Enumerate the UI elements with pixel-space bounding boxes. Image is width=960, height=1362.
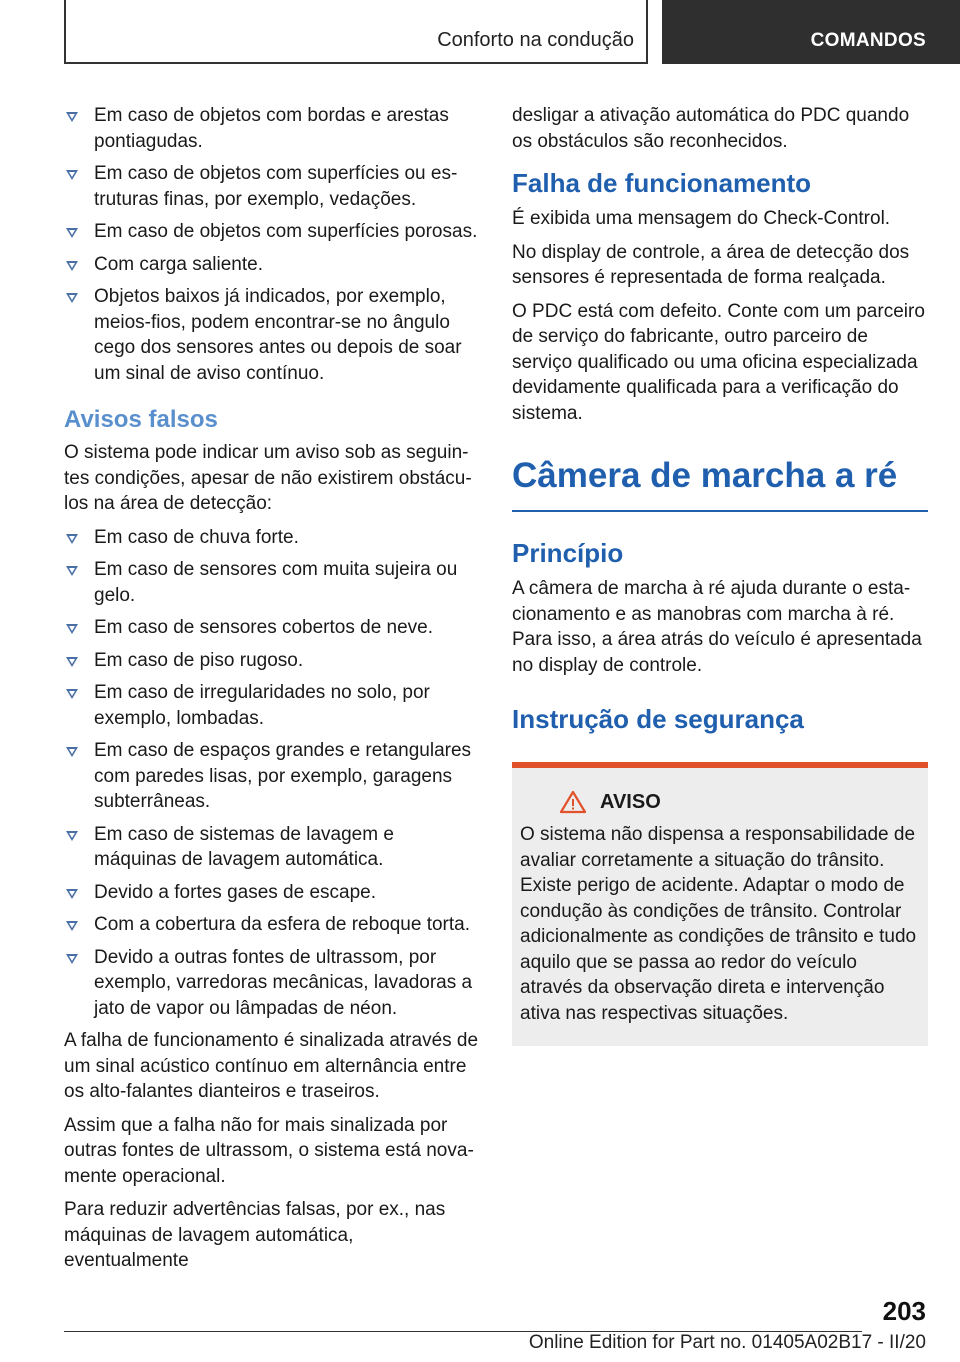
malfunction-paragraph-3: O PDC está com defeito. Conte com um parceiro de serviço do fabricante, outro parceiro de serviço qualificado ou uma oficina especializada devidamente qualificada para a verificação do sistema. xyxy=(512,300,925,424)
list-item: Objetos baixos já indicados, por exemplo, meios-fios, podem encontrar-se no ângulo cego dos sensores antes ou depois de soar um sinal de aviso contínuo. xyxy=(64,284,480,386)
triangle-bullet-icon xyxy=(66,228,78,238)
heading-safety-instruction: Instrução de segurança xyxy=(512,704,804,734)
malfunction-paragraph-2: No display de controle, a área de detecção dos sensores é representada de forma realçada. xyxy=(512,241,910,288)
list-item: Em caso de piso rugoso. xyxy=(64,648,480,674)
list-item: Em caso de chuva forte. xyxy=(64,525,480,551)
paragraph-reduce-false-warnings: Para reduzir advertências falsas, por ex., nas máquinas de lavagem automática, eventualmente xyxy=(64,1199,446,1271)
chapter-title: Câmera de marcha a ré xyxy=(512,454,928,512)
list-item: Em caso de espaços grandes e retangulares com paredes lisas, por exemplo, garagens subterrâneas. xyxy=(64,738,480,815)
warning-title-row xyxy=(560,790,920,814)
warning-text: O sistema não dispensa a responsabilidade de avaliar corretamente a situação do trânsito. Existe perigo de acidente. Adaptar o modo de condução às condições de trânsito. Controlar adicionalmente as condições de trânsito e tudo aquilo que se passa ao redor do veículo através da observação direta e intervenção ativa nas respectivas situações. xyxy=(520,824,917,1024)
triangle-bullet-icon xyxy=(66,624,78,634)
chapter-tab-label: COMANDOS xyxy=(810,30,926,51)
triangle-bullet-icon xyxy=(66,657,78,667)
heading-malfunction: Falha de funcionamento xyxy=(512,168,812,198)
warning-title: AVISO xyxy=(600,790,661,813)
list-item: Em caso de sensores cobertos de neve. xyxy=(64,615,480,641)
running-header xyxy=(64,0,648,64)
principle-paragraph: A câmera de marcha à ré ajuda durante o estacionamento e as manobras com marcha à ré. Para isso, a área atrás do veículo é apresentada no display de controle. xyxy=(512,578,922,676)
triangle-bullet-icon xyxy=(66,954,78,964)
list-item: Em caso de objetos com bordas e arestas pontiagudas. xyxy=(64,103,480,154)
heading-principle: Princípio xyxy=(512,538,624,568)
heading-false-warnings: Avisos falsos xyxy=(64,406,218,433)
list-item: Em caso de irregularidades no solo, por exemplo, lombadas. xyxy=(64,680,480,731)
page-number: 203 xyxy=(882,1296,926,1326)
paragraph-operational-again: Assim que a falha não for mais sinalizada por outras fontes de ultrassom, o sistema está novamente operacional. xyxy=(64,1114,474,1187)
warning-triangle-icon xyxy=(560,790,586,814)
limitations-list xyxy=(64,103,480,386)
list-item: Em caso de sistemas de lavagem e máquinas de lavagem automática. xyxy=(64,822,480,873)
triangle-bullet-icon xyxy=(66,831,78,841)
triangle-bullet-icon xyxy=(66,689,78,699)
triangle-bullet-icon xyxy=(66,921,78,931)
triangle-bullet-icon xyxy=(66,112,78,122)
false-warnings-intro: O sistema pode indicar um aviso sob as seguintes condições, apesar de não existirem obstáculos na área de detecção: xyxy=(64,442,472,514)
left-column xyxy=(64,103,480,1282)
list-item: Com a cobertura da esfera de reboque torta. xyxy=(64,912,480,938)
list-item: Devido a outras fontes de ultrassom, por exemplo, varredoras mecânicas, lavadoras a jato de vapor ou lâmpadas de néon. xyxy=(64,945,480,1022)
right-column xyxy=(512,103,928,1046)
list-item: Em caso de sensores com muita sujeira ou gelo. xyxy=(64,557,480,608)
triangle-bullet-icon xyxy=(66,170,78,180)
list-item: Devido a fortes gases de escape. xyxy=(64,880,480,906)
paragraph-continuation: desligar a ativação automática do PDC quando os obstáculos são reconhecidos. xyxy=(512,105,910,152)
triangle-bullet-icon xyxy=(66,293,78,303)
footer-edition: Online Edition for Part no. 01405A02B17 - II/20 xyxy=(528,1332,926,1353)
list-item: Com carga saliente. xyxy=(64,252,480,278)
false-warnings-list xyxy=(64,525,480,1022)
list-item: Em caso de objetos com superfícies porosas. xyxy=(64,219,480,245)
triangle-bullet-icon xyxy=(66,747,78,757)
paragraph-fault-signal: A falha de funcionamento é sinalizada através de um sinal acústico contínuo em alternância entre os alto-falantes dianteiros e traseiros. xyxy=(64,1030,479,1102)
triangle-bullet-icon xyxy=(66,889,78,899)
triangle-bullet-icon xyxy=(66,261,78,271)
warning-box xyxy=(512,762,928,1046)
triangle-bullet-icon xyxy=(66,534,78,544)
header-section-title: Conforto na condução xyxy=(437,29,634,51)
list-item: Em caso de objetos com superfícies ou estruturas finas, por exemplo, vedações. xyxy=(64,161,480,212)
malfunction-paragraph-1: É exibida uma mensagem do Check-Control. xyxy=(512,208,891,229)
chapter-tab xyxy=(662,0,960,64)
triangle-bullet-icon xyxy=(66,566,78,576)
